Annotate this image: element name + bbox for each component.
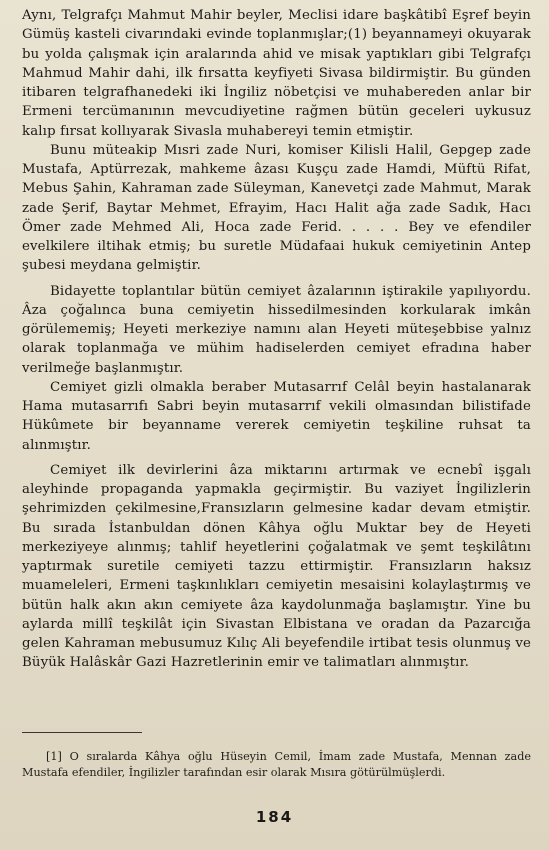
paragraph-5: Cemiyet ilk devirlerini âza miktarını artırmak ve ecnebî işgalı aleyhinde propaganda yapmakla geçirmiştir. Bu vaziyet İngilizlerin şehrimizden çekilmesine,Fransızların gelmesine kadar devam etmiştir. Bu sırada İstanbuldan dönen Kâhya oğlu Muktar bey de Heyeti merkeziyeye alınmış; tahlif heyetlerini çoğalatmak ve şemt teşkilâtını yaptırmak suretile cemiyeti tazzu ettirmiştir. Fransızların haksız muameleleri, Ermeni taşkınlıkları cemiyetin mesaisini kolaylaştırmış ve bütün halk akın akın cemiyete âza kaydolunmağa başlamıştır. Yine bu aylarda millî teşkilât için Sivastan Elbistana ve oradan da Pazarcığa gelen Kahraman mebusumuz Kılıç Ali beyefendile irtibat tesis olunmuş ve Büyük Halâskâr Gazi Hazretlerinin emir ve talimatları alınmıştır.: [22, 462, 531, 671]
paragraph-4: Cemiyet gizli olmakla beraber Mutasarrıf Celâl beyin hastalanarak Hama mutasarrıfı Sabri beyin mutasarrıf vekili olmasından bilistifade Hükûmete bir beyanname vererek cemiyetin teşkiline ruhsat ta alınmıştır.: [22, 379, 531, 453]
paragraph-1: Aynı, Telgrafçı Mahmut Mahir beyler, Meclisi idare başkâtibî Eşref beyin Gümüş kasteli civarındaki evinde toplanmışlar;(1) beyannameyi okuyarak bu yolda çalışmak için aralarında ahid ve misak yaptıkları gibi Telgrafçı Mahmud Mahir dahi, ilk fırsatta keyfiyeti Sivasa bildirmiştir. Bu günden itibaren telgrafhanedeki iki İngiliz nöbetçisi ve muhabereden anlar bir Ermeni tercümanının mevcudiyetine rağmen bütün geceleri uykusuz kalıp fırsat kollıyarak Sivasla muhabereyi temin etmiştir.: [22, 8, 531, 139]
footnote: [1] O sıralarda Kâhya oğlu Hüseyin Cemil, İmam zade Mustafa, Mennan zade Mustafa efendiler, İngilizler tarafından esir olarak Mısıra götürülmüşlerdi.: [22, 750, 531, 780]
footnote-divider: [22, 732, 142, 733]
page-number: 184: [255, 808, 294, 826]
paragraph-2: Bunu müteakip Mısri zade Nuri, komiser Kilisli Halil, Gepgep zade Mustafa, Aptürrezak, mahkeme âzası Kuşçu zade Hamdi, Müftü Rifat, Mebus Şahin, Kahraman zade Süleyman, Kanevetçi zade Mahmut, Marak zade Şerif, Baytar Mehmet, Efrayim, Hacı Halit ağa zade Sadık, Hacı Ömer zade Mehmed Ali, Hoca zade Ferid. . . . . Bey ve efendiler evelkilere iltihak etmiş; bu suretle Müdafaai hukuk cemiyetinin Antep şubesi meydana gelmiştir.: [22, 142, 531, 274]
main-text: [22, 6, 531, 673]
paragraph-3: Bidayette toplantılar bütün cemiyet âzalarının iştirakile yapılıyordu. Âza çoğalınca buna cemiyetin hissedilmesinden korkularak imkân görülememiş; Heyeti merkeziye namını alan Heyeti müteşebbise yalnız olarak toplanmağa ve mühim hadiselerden cemiyet efradına haber verilmeğe başlanmıştır.: [22, 283, 531, 376]
